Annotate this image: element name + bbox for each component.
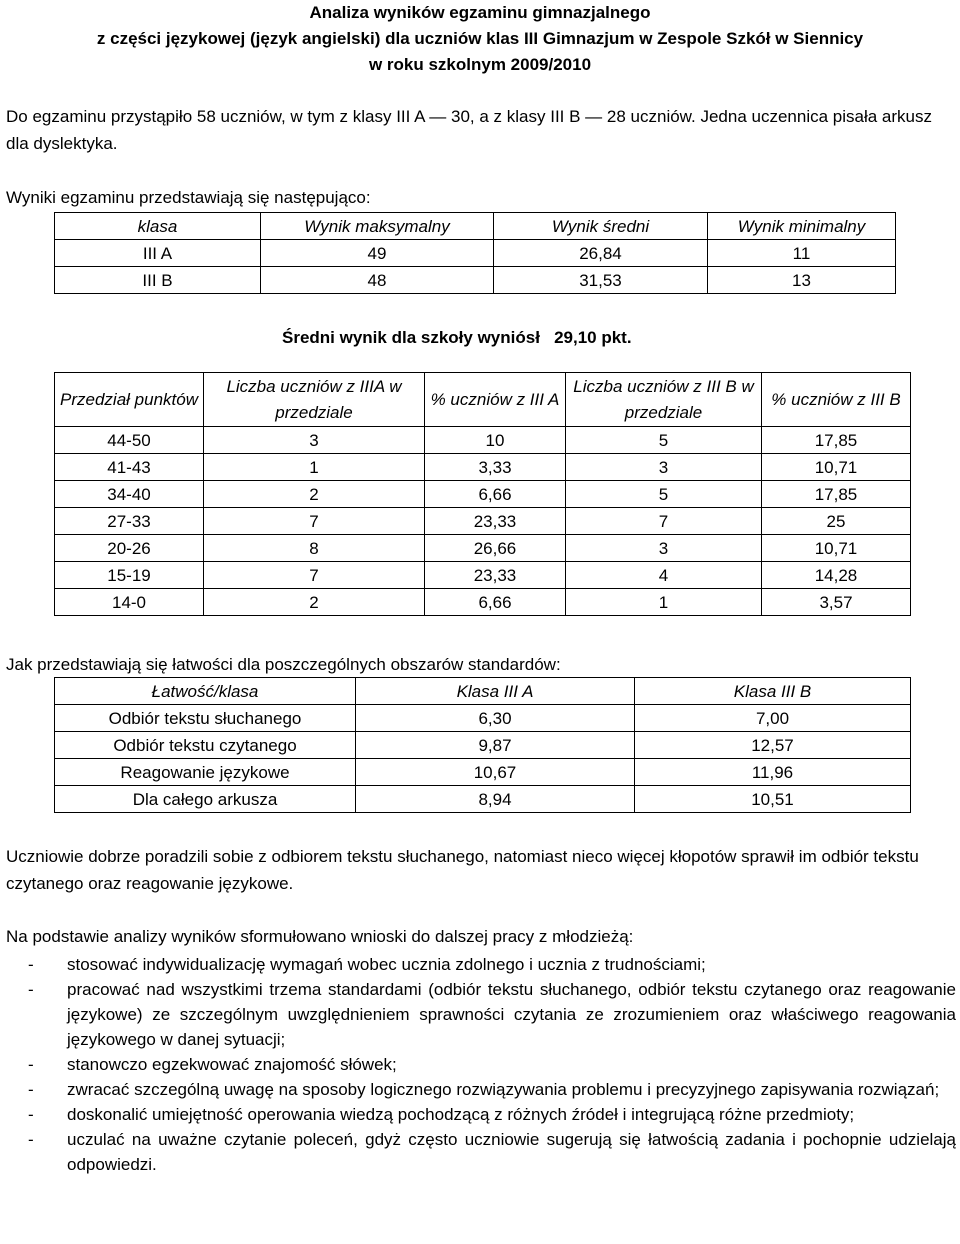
table-header: Wynik maksymalny xyxy=(261,213,494,240)
table-cell: 5 xyxy=(566,427,762,454)
table-cell: 26,84 xyxy=(494,240,708,267)
conclusions-label: Na podstawie analizy wyników sformułowano wnioski do dalszej pracy z młodzieżą: xyxy=(6,927,634,946)
table-cell: Reagowanie językowe xyxy=(55,759,356,786)
table-cell: 31,53 xyxy=(494,267,708,294)
table-header: Łatwość/klasa xyxy=(55,678,356,705)
table-cell: 15-19 xyxy=(55,562,204,589)
table-cell: 23,33 xyxy=(425,562,566,589)
table-header: klasa xyxy=(55,213,261,240)
results-label: Wyniki egzaminu przedstawiają się następująco: xyxy=(6,188,371,207)
table-cell: 10,51 xyxy=(635,786,911,813)
table-cell: 9,87 xyxy=(356,732,635,759)
table-cell: 2 xyxy=(204,589,425,616)
title-line-2: z części językowej (język angielski) dla uczniów klas III Gimnazjum w Zespole Szkół w Siennicy xyxy=(96,29,864,48)
table-cell: Odbiór tekstu czytanego xyxy=(55,732,356,759)
intro-paragraph: Do egzaminu przystąpiło 58 uczniów, w tym z klasy III A — 30, a z klasy III B — 28 uczniów. Jedna uczennica pisała arkusz dla dyslektyka. xyxy=(6,107,932,153)
table-row xyxy=(55,267,896,294)
list-item-text: stosować indywidualizację wymagań wobec ucznia zdolnego i ucznia z trudnościami; xyxy=(67,955,706,974)
table-cell: 11 xyxy=(708,240,896,267)
table-cell: 48 xyxy=(261,267,494,294)
table-cell: 13 xyxy=(708,267,896,294)
table-cell: 1 xyxy=(566,589,762,616)
table-cell: 10,71 xyxy=(762,535,911,562)
table-header: Klasa III A xyxy=(356,678,635,705)
list-item-text: stanowczo egzekwować znajomość słówek; xyxy=(67,1055,397,1074)
table-header: Liczba uczniów z III B w przedziale xyxy=(566,373,762,427)
table-header: % uczniów z III A xyxy=(425,373,566,427)
table-cell: 41-43 xyxy=(55,454,204,481)
table-cell: 3 xyxy=(566,535,762,562)
list-bullet: - xyxy=(28,1105,34,1124)
table-header: Wynik minimalny xyxy=(708,213,896,240)
table-row xyxy=(55,589,911,616)
table-cell: 8,94 xyxy=(356,786,635,813)
table-cell: 3 xyxy=(566,454,762,481)
table-cell: III B xyxy=(55,267,261,294)
table-row xyxy=(55,562,911,589)
table-row xyxy=(55,427,911,454)
list-bullet: - xyxy=(28,1130,34,1149)
list-item-text: pracować nad wszystkimi trzema standardami (odbiór tekstu słuchanego, odbiór tekstu czytanego oraz reagowanie językowe) ze szczególnym uwzględnieniem sprawności czytania ze zrozumieniem oraz właściwego reagowania językowego w danej sytuacji; xyxy=(67,980,956,1049)
table-cell: 10,71 xyxy=(762,454,911,481)
list-item-text: uczulać na uważne czytanie poleceń, gdyż często uczniowie sugerują się łatwością zadania i pochopnie udzielają odpowiedzi. xyxy=(67,1130,956,1174)
list-item xyxy=(6,1102,956,1127)
table-row xyxy=(55,454,911,481)
table-cell: 25 xyxy=(762,508,911,535)
school-average: Średni wynik dla szkoły wyniósł 29,10 pkt. xyxy=(282,328,632,347)
list-item-text: zwracać szczególną uwagę na sposoby logicznego rozwiązywania problemu i precyzyjnego zapisywania rozwiązań; xyxy=(67,1080,940,1099)
table-header: Wynik średni xyxy=(494,213,708,240)
table-header-row xyxy=(55,678,911,705)
table-row xyxy=(55,508,911,535)
list-item xyxy=(6,977,956,1052)
table-row xyxy=(55,759,911,786)
table-row xyxy=(55,786,911,813)
table-cell: 7 xyxy=(204,508,425,535)
table-cell: 3,33 xyxy=(425,454,566,481)
table-row xyxy=(55,535,911,562)
table-cell: 26,66 xyxy=(425,535,566,562)
document-title xyxy=(0,0,960,78)
title-line-3: w roku szkolnym 2009/2010 xyxy=(368,55,592,74)
table-cell: 5 xyxy=(566,481,762,508)
table-cell: 20-26 xyxy=(55,535,204,562)
table-cell: 2 xyxy=(204,481,425,508)
table-header: Klasa III B xyxy=(635,678,911,705)
list-item xyxy=(6,1077,956,1102)
table-cell: 4 xyxy=(566,562,762,589)
table-cell: 10 xyxy=(425,427,566,454)
table-cell: 49 xyxy=(261,240,494,267)
table-header: Liczba uczniów z IIIA w przedziale xyxy=(204,373,425,427)
list-item xyxy=(6,952,956,977)
table-cell: Odbiór tekstu słuchanego xyxy=(55,705,356,732)
table-cell: 7,00 xyxy=(635,705,911,732)
table-cell: 6,66 xyxy=(425,589,566,616)
table-cell: 6,66 xyxy=(425,481,566,508)
table-cell: Dla całego arkusza xyxy=(55,786,356,813)
list-item xyxy=(6,1127,956,1177)
table-cell: 27-33 xyxy=(55,508,204,535)
table-header: Przedział punktów xyxy=(55,373,204,427)
list-bullet: - xyxy=(28,1080,34,1099)
table-cell: 1 xyxy=(204,454,425,481)
table-row xyxy=(55,732,911,759)
table-row xyxy=(55,705,911,732)
summary-paragraph: Uczniowie dobrze poradzili sobie z odbiorem tekstu słuchanego, natomiast nieco więcej kłopotów sprawił im odbiór tekstu czytanego oraz reagowanie językowe. xyxy=(6,847,919,893)
ranges-table xyxy=(54,372,911,616)
table-row xyxy=(55,240,896,267)
table-cell: 44-50 xyxy=(55,427,204,454)
list-bullet: - xyxy=(28,1055,34,1074)
list-item xyxy=(6,1052,956,1077)
table-header-row xyxy=(55,213,896,240)
table-cell: 23,33 xyxy=(425,508,566,535)
table-cell: 8 xyxy=(204,535,425,562)
table-cell: 17,85 xyxy=(762,427,911,454)
table-cell: III A xyxy=(55,240,261,267)
list-item-text: doskonalić umiejętność operowania wiedzą pochodzącą z różnych źródeł i integrującą różne przedmioty; xyxy=(67,1105,855,1124)
ease-table xyxy=(54,677,911,813)
table-row xyxy=(55,481,911,508)
list-bullet: - xyxy=(28,980,34,999)
table-cell: 11,96 xyxy=(635,759,911,786)
table-cell: 7 xyxy=(566,508,762,535)
table-cell: 3 xyxy=(204,427,425,454)
table-cell: 10,67 xyxy=(356,759,635,786)
results-table xyxy=(54,212,896,294)
table-cell: 3,57 xyxy=(762,589,911,616)
list-bullet: - xyxy=(28,955,34,974)
table-cell: 34-40 xyxy=(55,481,204,508)
table-cell: 14-0 xyxy=(55,589,204,616)
table-cell: 14,28 xyxy=(762,562,911,589)
table-header-row xyxy=(55,373,911,427)
title-line-1: Analiza wyników egzaminu gimnazjalnego xyxy=(309,3,651,22)
table-cell: 7 xyxy=(204,562,425,589)
table-cell: 12,57 xyxy=(635,732,911,759)
table-cell: 17,85 xyxy=(762,481,911,508)
table-header: % uczniów z III B xyxy=(762,373,911,427)
table-cell: 6,30 xyxy=(356,705,635,732)
ease-label: Jak przedstawiają się łatwości dla poszczególnych obszarów standardów: xyxy=(6,655,561,674)
conclusions-list xyxy=(6,952,956,1177)
